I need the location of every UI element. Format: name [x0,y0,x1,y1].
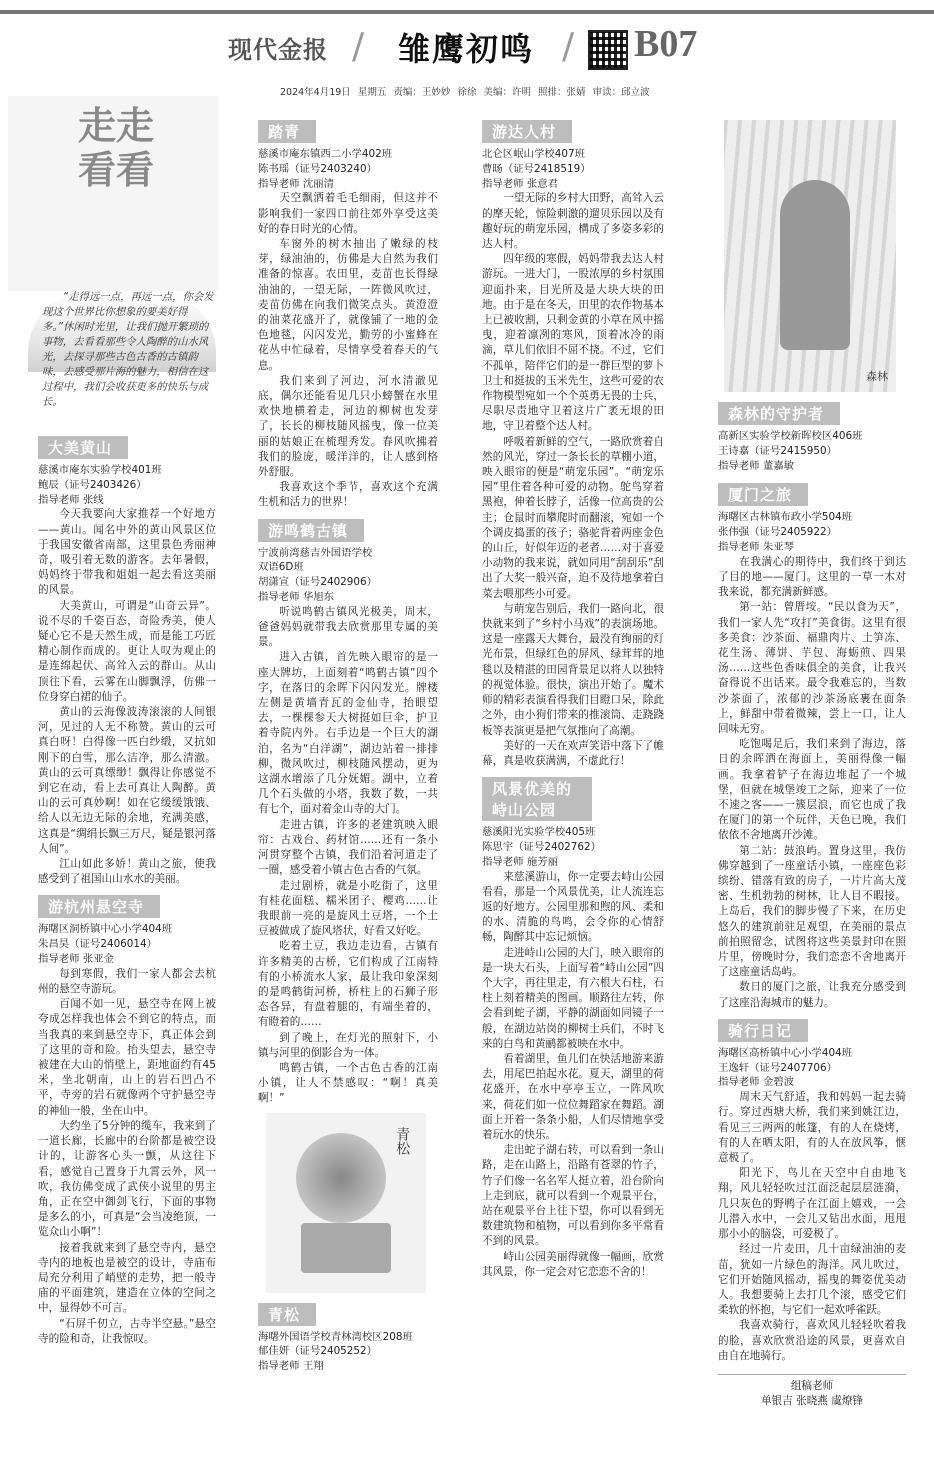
article-tag: 青松 [258,1303,316,1326]
paragraph: 看着湖里，鱼儿们在快活地游来游去，用尾巴拍起水花。夏天，湖里的荷花盛开，在水中亭亭玉立，一阵风吹来，荷花们如一位位舞蹈家在舞蹈。湖面上开着一条条小船，人们尽情地享受着玩水的快乐。 [482,1052,664,1141]
issue-weekday: 星期五 [357,87,387,98]
school: 高新区实验学校新晖校区406班 [718,430,863,442]
forest-guardian-painting [724,120,896,392]
paragraph: 我喜欢这个季节，喜欢这个充满生机和活力的世界！ [258,481,438,509]
editor-credit [718,1374,906,1409]
paragraph: 大美黄山，可谓是“山奇云异”。说不尽的千姿百态，奇险秀美，使人疑心它不是天然生成，而是能工巧匠精心制作而成的。更让人叹为观止的是连绵起伏、高耸入云的群山。从山顶往下看，云雾在山脚飘浮，仿佛一位身穿白裙的仙子。 [38,599,216,703]
paragraph: 吃着土豆，我边走边看，古镇有许多精美的古桥，它们构成了江南特有的小桥流水人家，最让我印象深刻的是鸣鹤街河桥，桥柱上的石狮子形态各异，有盘着腿的，有端坐着的，有瞪着的…… [258,940,438,1029]
author: 王逸轩（证号2407706） [718,1061,838,1074]
paragraph: 第二站：鼓浪屿。置身这里，我仿佛穿越到了一座童话小镇，一座座色彩缤纷、错落有致的房子，一片片高大茂密、生机勃勃的树林，让人目不暇接。上岛后，我们的脚步慢了下来，在历史悠久的建筑前驻足观望，在美丽的景点前拍照留念，试图将这些美景封印在照片里，傍晚时分，我们恋恋不舍地离开了这座童话岛屿。 [718,844,906,979]
pot-drawing [301,1223,391,1273]
painting-inscription: 青松 [394,1126,411,1155]
paragraph: 大约坐了5分钟的缆车，我来到了一道长廊，长廊中的台阶都是被空设计的，让游客心头一颤，从这往下看，感觉自己置身于九霄云外，风一吹，我仿佛变成了武侠小说里的男主角，正在空中御剑飞行，下面的事物是多么的小，可真是“会当凌绝顶，一览众山小啊”！ [38,1119,216,1239]
school: 海曙区洞桥镇中心小学404班 [38,923,173,936]
teacher: 指导老师 张意君 [482,177,559,190]
paragraph: “石屏千仞立，古寺半空悬。”悬空寺的险和奇，让我惊叹。 [38,1317,216,1345]
intro-text: “走得远一点，再远一点，你会发现这个世界比你想象的要美好得多。”休闲时光里，让我们抛开繁琐的事物，去看看那些令人陶醉的山水风光，去探寻那些古色古香的古镇韵味，去感受那片海的魅力，相信在这过程中，我们会收获更多的快乐与成长。 [42,291,214,408]
class: 双语6D班 [258,561,304,574]
teacher: 指导老师 董嘉敏 [718,459,795,472]
school: 海曙外国语学校青林湾校区208班 [258,1330,413,1343]
guardian-figure-drawing [780,180,850,350]
teacher: 指导老师 王翔 [258,1360,324,1373]
divider-slash: / [352,26,365,67]
school: 海曙区高桥镇中心小学404班 [718,1046,853,1059]
top-rule [0,10,934,14]
paragraph: 走进峙山公园的大门，映入眼帘的是一块大石头，上面写着“峙山公园”四个大字，再往里走，有六根大石柱，石柱上刻着精美的图画。顺路往左转，你会看到蛇子湖，平静的湖面如同镜子一般，在湖边站岗的柳树士兵们，不时飞来的白鸟和黄鹂都被映在水中。 [482,946,664,1050]
paragraph: 听说鸣鹤古镇风光极美，周末，爸爸妈妈就带我去欣赏那里专属的美景。 [258,605,438,649]
author: 朱昌昊（证号2406014） [38,938,158,951]
issue-date: 2024年4月19日 [280,87,351,98]
paragraph: 美好的一天在欢声笑语中落下了帷幕，真是收获满满，不虚此行！ [482,739,664,767]
editor: 责编：王妙妙 [393,87,451,98]
paragraph: 江山如此多娇！黄山之旅，使我感受到了祖国山山水水的美丽。 [38,858,216,886]
column-1 [38,430,216,1347]
paragraph: 第一站：曾厝垵。“民以食为天”，我们一家人先“攻打”美食街。这里有很多美食：沙茶面、福鼎肉片、土笋冻、花生汤、薄饼、芋包、海蛎煎、四果汤……这些色香味俱全的美食，让我兴奋得说不出话来。最令我难忘的，当数沙茶面了，浓郁的沙茶汤底裹在面条上，鲜甜中带着微辣，尝上一口，让人回味无穷。 [718,601,906,736]
paragraph: 进入古镇，首先映入眼帘的是一座大牌坊，上面刻着“鸣鹤古镇”四个字，在落日的余晖下闪闪发光。牌楼左侧是黄墙青瓦的金仙寺，抬眼望去，一棵棵参天大树挺如巨伞，护卫着寺院内外。右手边是一个巨大的湖泊，名为“白洋湖”，湖边站着一排排柳，微风吹过，柳枝随风摆动，更为这湖水增添了几分妩媚。湖中，立着几个石头做的小塔，我数了数，一共有七个，面对着金山寺的大门。 [258,651,438,816]
paper-name: 现代金报 [228,36,328,64]
paragraph: 来慈溪游山，你一定要去峙山公园看看，那是一个风景优美，让人流连忘返的好地方。公园里那和煦的风、柔和的水、清脆的鸟鸣，会令你的心情舒畅，陶醉其中忘记烦恼。 [482,870,664,944]
paragraph: 百闻不如一见，悬空寺在网上被夸成怎样我也体会不到它的特点，而当我真的来到悬空寺下，真正体会到了这里的奇和险。抬头望去，悬空寺被建在大山的悄壁上，距地面约有45米，坐北朝南，山上的岩石凹凸不平，寺旁的岩石就像两个守护悬空寺的神仙一般，坐在山中。 [38,998,216,1117]
bonsai-painting [266,1113,426,1293]
proofreader: 审读：邱立波 [592,87,650,98]
paragraph: 黄山的云海像波涛滚滚的人间银河，见过的人无不称赞。黄山的云可真白呀！白得像一匹白纱缎，又抗如刚下的白雪，那么洁净，那么清澈。黄山的云可真缥缈！飘得让你感觉不到它在动，看上去可真让人陶醉。黄山的云可真妙啊！如在它缓缓饿饿、给人以无边无际的余地，充满美感，这真是“绸绢长飘三万尺，疑是银河落人间”。 [38,706,216,855]
credit-label: 组稿老师 [790,1379,834,1392]
article-tag: 游杭州悬空寺 [38,895,160,918]
column-4 [718,120,906,1409]
author: 曹旸（证号2418519） [482,162,591,175]
teacher: 指导老师 华旭东 [258,591,335,604]
article-tag: 风景优美的峙山公园 [482,777,592,821]
paragraph: 到了晚上，在灯光的照射下，小镇与河里的倒影合为一体。 [258,1031,438,1059]
teacher: 指导老师 张线 [38,493,104,506]
art-editor: 美编：许明 [483,87,531,98]
divider-slash: / [562,26,575,67]
paragraph: 四年级的寒假，妈妈带我去达人村游玩。一进大门，一股浓厚的乡村氛围迎面扑来，目光所及是大块大块的田地。由于是在冬天，田里的农作物基本上已被收割，只剩金黄的小草在风中摇曳，迎着凛冽的寒风，顶着冰冷的雨滴，草儿们依旧不屈不挠。不过，它们不孤单，陪伴它们的是一群巨型的萝卜卫士和挺拔的玉米先生，这些可爱的农作物模型宛如一个个英勇无畏的士兵，尽职尽责地守卫着这片广袤无垠的田地，守卫着整个达人村。 [482,253,664,433]
paragraph: 走出蛇子湖右转，可以看到一条山路，走在山路上，沿路有苍翠的竹子，竹子们像一名名军人挺立着，沿台阶向上走到底，就可以看到一个观景平台，站在观景平台上往下望，你可以看到无数建筑物和植物，可以看到你多平常看不到的风景。 [482,1144,664,1248]
paragraph: 与萌宠告别后，我们一路向北，很快就来到了“乡村小马戏”的表演场地。这是一座露天大舞台，最没有绚丽的灯光布景，但绿红色的屏风、绿茸茸的地毯以及精湛的田园背景足以将人以独特的视觉体验。很快，演出开始了。魔术师的精彩表演看得我们目瞪口呆，除此之外，由小狗们带来的推滚筒、走跷跷板等表演更是把气氛推向了高潮。 [482,602,664,737]
column-3 [482,120,664,1280]
paragraph: 数日的厦门之旅，让我充分感受到了这座沿海城市的魅力。 [718,981,906,1009]
painting-signature: 森林 [866,369,888,383]
paragraph: 接着我就来到了悬空寺内，悬空寺内的地板也是被空的设计，寺庙布局充分利用了峭壁的走势，把一般寺庙的平面建筑，建造在立体的空间之中，显得妙不可言。 [38,1241,216,1315]
paragraph: 峙山公园美丽得就像一幅画，欣赏其风景，你一定会对它恋恋不舍的！ [482,1250,664,1278]
author: 郁佳妍（证号2405252） [258,1345,378,1358]
paragraph: 在我满心的期待中，我们终于到达了目的地——厦门。这里的一草一木对我来说，都充满新鲜感。 [718,555,906,599]
paragraph: 走过剧桥，就是小吃街了，这里有桂花面糕、糯米团子、樱鸡……让我眼前一亮的是旋风土豆塔，一个土豆被做成了旋风塔状，好看又好吃。 [258,879,438,938]
school: 慈溪阳光实验学校405班 [482,826,596,839]
article-tag: 森林的守护者 [718,402,840,425]
qr-code-icon[interactable] [588,30,628,70]
teacher: 指导老师 施芳丽 [482,855,559,868]
paragraph: 经过一片麦田，几十亩绿油油的麦苗，犹如一片绿色的海洋。风儿吹过，它们开始随风摇动，摇曳的舞姿优美动人。我想要骑上去打几个滚，感受它们柔软的怀抱，与它们一起欢呼雀跃。 [718,1243,906,1317]
paragraph: 每到寒假，我们一家人都会去杭州的悬空寺游玩。 [38,967,216,996]
paragraph: 一望无际的乡村大田野，高耸入云的摩天轮，惊险刺激的遛贝乐园以及有趣好玩的萌宠乐园，構成了多姿多彩的达人村。 [482,192,664,250]
school: 海曙区古林镇布政小学504班 [718,511,853,524]
article-tag: 踏青 [258,120,316,143]
article-tag: 大美黄山 [38,436,128,459]
column-2 [258,120,438,1374]
paragraph: 车窗外的树木抽出了嫩绿的枝芽，绿油油的，仿佛是大自然为我们准备的惊喜。农田里，麦苗也长得绿油油的，一望无际，一阵微风吹过，麦苗仿佛在向我们微笑点头。黄澄澄的油菜花盛开了，就像铺了一地的金色地毯，闪闪发光，勤劳的小蜜蜂在花丛中忙碌着，尽情享受着春天的气息。 [258,238,438,372]
school: 慈溪市庵东镇西二小学402班 [258,148,393,160]
author: 张伟强（证号2405922） [718,526,838,539]
school: 宁波前湾慈吉外国语学校 [258,546,373,559]
issue-info [280,84,654,98]
page-number: B07 [634,23,698,65]
article-tag: 骑行日记 [718,1019,808,1042]
credit-names: 单银吉 张晓燕 虞燎锋 [760,1394,864,1407]
paragraph: 我喜欢骑行，喜欢风儿轻轻吹着我的脸，喜欢欣赏沿途的风景，更喜欢自由自在地骑行。 [718,1319,906,1362]
pine-tree-drawing [296,1133,386,1223]
school: 北仑区岷山学校407班 [482,148,585,160]
paragraph: 周末天气舒适，我和妈妈一起去骑行。穿过西塘大桥，我们来到姚江边，看见三三两两的帐篷，有的人在烧烤，有的人在晒太阳，有的人在放风筝，惬意极了。 [718,1091,906,1165]
school: 慈溪市庵东实验学校401班 [38,464,162,476]
paragraph: 吃饱喝足后，我们来到了海边，落日的余晖洒在海面上，美丽得像一幅画。我拿着铲子在海边堆起了一个城堡，但就在城堡竣工之际，迎来了一位不速之客——一簇层浪，而它也成了我在厦门的第一个玩伴，天色已晚，我们依依不舍地离开沙滩。 [718,738,906,842]
article-tag: 游鸣鹤古镇 [258,519,364,542]
author: 鲍辰（证号2403426） [38,478,147,491]
typesetter: 照排：张婧 [538,87,586,98]
paragraph: 今天我要向大家推荐一个好地方——黄山。闻名中外的黄山风景区位于我国安徽省南部，这里景色秀丽神奇，吸引着无数的游客。去年暑假，妈妈终于带我和姐姐一起去看这美丽的风景。 [38,508,216,597]
paragraph: 天空飘洒着毛毛细雨，但这并不影响我们一家四口前往郊外享受这美好的春日时光的心情。 [258,192,438,235]
author: 胡潇宣（证号2402906） [258,576,378,589]
teacher: 指导老师 朱亚琴 [718,540,795,553]
section-title: 雏鹰初鸣 [398,30,535,68]
article-tag: 游达人村 [482,120,572,143]
paragraph: 呼吸着新鲜的空气，一路欣赏着自然的风光，穿过一条长长的草棚小道，映入眼帘的便是“萌宠乐园”。“萌宠乐园”里住着各种可爱的动物。鸵鸟穿着黑袍，伸着长脖子，活像一位高贵的公主；仓鼠时而攀爬时而翻滚，宛如一个个调皮捣蛋的孩子；骆驼背着两座金色的山丘，好似年迈的老者……对于喜爱小动物的我来说，就如同用“刮刮乐”刮出了大奖一般兴奋，迫不及待地拿着白菜去喂那些小可爱。 [482,435,664,600]
teacher: 指导老师 张亚金 [38,953,115,966]
teacher: 指导老师 沈丽清 [258,177,335,190]
article-tag: 厦门之旅 [718,483,808,506]
paragraph: 鸣鹤古镇，一个古色古香的江南小镇，让人不禁感叹：“啊！真美啊！” [258,1061,438,1105]
teacher: 指导老师 金碧波 [718,1076,795,1089]
paragraph: 阳光下，鸟儿在天空中自由地飞翔，风儿轻轻吹过江面泛起层层涟漪，几只灰色的野鸭子在江面上嬉戏，一会儿潜入水中，一会儿又钻出水面，甩甩那小小的脑袋，可爱极了。 [718,1167,906,1241]
intro-title: 走走看看 [78,103,155,192]
author: 王诗嘉（证号2415950） [718,444,838,457]
paragraph: 我们来到了河边，河水清澈见底，偶尔还能看见几只小螃蟹在水里欢快地横着走，河边的柳树也发芽了，长长的柳枝随风摇曳，像一位美丽的姑娘正在梳理秀发。春风吹拂着我们的脸庞，暖洋洋的，让人感到格外舒服。 [258,374,438,479]
author: 陈思宇（证号2402762） [482,840,602,853]
author: 陈书瑶（证号2403240） [258,162,378,175]
paragraph: 走进古镇，许多的老建筑映入眼帘：古戏台、药材馆……还有一条小河贯穿整个古镇，我们沿着河道走了一圈，感受着小镇古色古香的气氛。 [258,818,438,877]
editor2: 徐徐 [457,87,477,98]
masthead [0,0,934,82]
